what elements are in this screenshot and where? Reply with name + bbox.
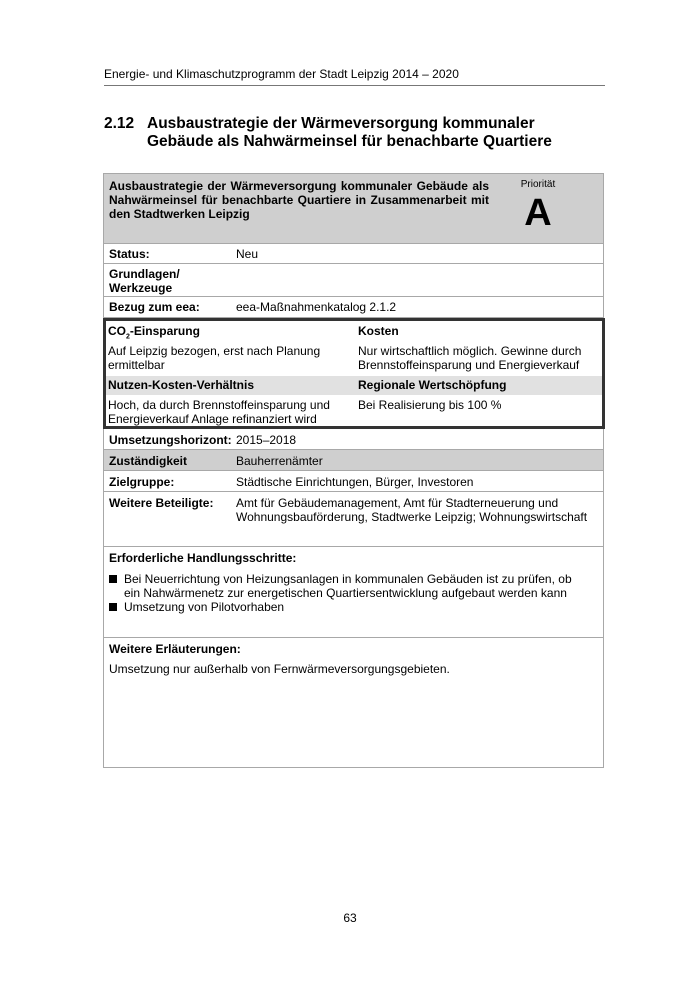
measure-title: Ausbaustrategie der Wärmeversorgung kommunaler Gebäude als Nahwärmeinsel für benachbarte Quartiere in Zusammenarbeit mit den Stadtwerken Leipzig <box>109 179 489 221</box>
header-rule <box>104 85 605 86</box>
steps-list <box>109 572 589 614</box>
bullet-square-icon <box>109 603 117 611</box>
grundlagen-label <box>109 267 180 295</box>
zielgruppe-label: Zielgruppe: <box>109 475 175 489</box>
horizont-row <box>103 429 604 450</box>
zustaendigkeit-row <box>103 450 604 471</box>
zielgruppe-value: Städtische Einrichtungen, Bürger, Investoren <box>236 475 474 489</box>
bezug-value: eea-Maßnahmenkatalog 2.1.2 <box>236 300 397 314</box>
section-title: Ausbaustrategie der Wärmeversorgung kommunaler Gebäude als Nahwärmeinsel für benachbarte Quartiere <box>147 115 552 150</box>
beteiligte-value: Amt für Gebäudemanagement, Amt für Stadterneuerung und Wohnungsbauförderung, Stadtwerke Leipzig; Wohnungswirtschaft <box>236 496 588 524</box>
steps-section <box>103 547 604 638</box>
zustaendigkeit-value: Bauherrenämter <box>236 454 323 468</box>
beteiligte-label: Weitere Beteiligte: <box>109 496 214 510</box>
measure-title-box <box>103 173 604 244</box>
grundlagen-label-line1: Grundlagen/ <box>109 267 180 281</box>
bezug-label: Bezug zum eea: <box>109 300 200 314</box>
list-item: Bei Neuerrichtung von Heizungsanlagen in kommunalen Gebäuden ist zu prüfen, ob ein Nahwärmenetz zur energetischen Quartiersentwicklung aufgebaut werden kann <box>109 572 589 600</box>
nutzen-value: Hoch, da durch Brennstoffeinsparung und Energieverkauf Anlage refinanziert wird <box>108 398 330 426</box>
section-number: 2.12 <box>104 115 135 132</box>
co2-label: $CO_2$-Einsparung <box>108 324 200 341</box>
co2-value: Auf Leipzig bezogen, erst nach Planung ermittelbar <box>108 344 321 372</box>
wertschoepfung-value: Bei Realisierung bis 100 % <box>358 398 502 412</box>
notes-text: Umsetzung nur außerhalb von Fernwärmeversorgungsgebieten. <box>109 662 450 676</box>
kosten-value: Nur wirtschaftlich möglich. Gewinne durch Brennstoffeinsparung und Energieverkauf <box>358 344 582 372</box>
notes-section <box>103 638 604 768</box>
page-number: 63 <box>343 911 357 925</box>
priority-value: A <box>524 192 552 234</box>
list-item: Umsetzung von Pilotvorhaben <box>109 600 589 614</box>
wertschoepfung-label: Regionale Wertschöpfung <box>358 378 507 392</box>
horizont-value: 2015–2018 <box>236 433 297 447</box>
status-value: Neu <box>236 247 259 261</box>
grundlagen-label-line2: Werkzeuge <box>109 281 173 295</box>
bezug-row <box>103 297 604 318</box>
assessment-box <box>103 318 605 429</box>
steps-heading: Erforderliche Handlungsschritte: <box>109 551 297 565</box>
status-label: Status: <box>109 247 150 261</box>
page-header: Energie- und Klimaschutzprogramm der Stadt Leipzig 2014 – 2020 <box>104 67 459 81</box>
section-heading <box>104 115 604 151</box>
nutzen-label: Nutzen-Kosten-Verhältnis <box>108 378 255 392</box>
priority-label: Priorität <box>520 179 556 190</box>
status-row <box>103 244 604 264</box>
notes-heading: Weitere Erläuterungen: <box>109 642 241 656</box>
grundlagen-row <box>103 264 604 297</box>
horizont-label: Umsetzungshorizont: <box>109 433 232 447</box>
bullet-square-icon <box>109 575 117 583</box>
beteiligte-row <box>103 492 604 547</box>
zielgruppe-row <box>103 471 604 492</box>
zustaendigkeit-label: Zuständigkeit <box>109 454 188 468</box>
kosten-label: Kosten <box>358 324 399 338</box>
